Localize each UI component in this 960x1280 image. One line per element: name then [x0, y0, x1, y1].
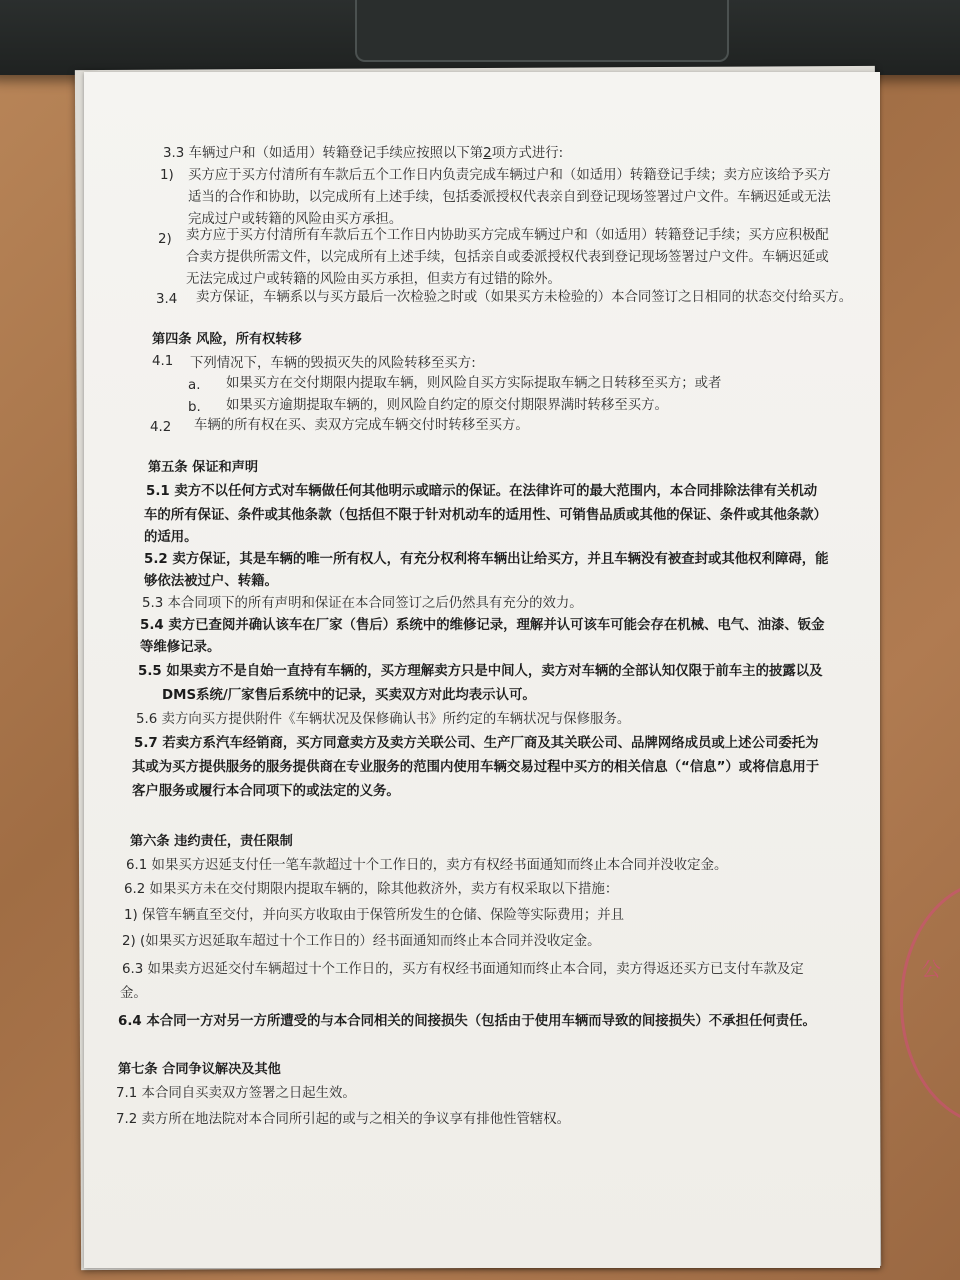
clause-5-1-line-3: 的适用。 — [144, 530, 198, 545]
clause-5-7-line-1: 5.7 若卖方系汽车经销商，买方同意卖方及卖方关联公司、生产厂商及其关联公司、品牌网络成员或上述公司委托为 — [134, 736, 819, 751]
option-2-line-2: 合卖方提供所需文件，以完成所有上述手续，包括亲自或委派授权代表到登记现场签署过户文件。车辆迟延或 — [186, 250, 829, 265]
clause-5-4-line-1: 5.4 卖方已查阅并确认该车在厂家（售后）系统中的维修记录，理解并认可该车可能会存在机械、电气、油漆、钣金 — [140, 618, 825, 633]
item-num: 1) — [160, 168, 174, 183]
clause-3-4: 卖方保证，车辆系以与买方最后一次检验之时或（如果买方未检验的）本合同签订之日相同的状态交付给买方。 — [196, 290, 853, 305]
clause-6-2: 6.2 如果买方未在交付期限内提取车辆的，除其他救济外，卖方有权采取以下措施： — [124, 882, 619, 897]
clause-6-3-line-1: 6.3 如果卖方迟延交付车辆超过十个工作日的，买方有权经书面通知而终止本合同，卖方得返还买方已支付车款及定 — [122, 962, 804, 977]
option-1-line-3: 完成过户或转籍的风险由买方承担。 — [188, 212, 403, 227]
clause-4-1-a: 如果买方在交付期限内提取车辆，则风险自买方实际提取车辆之日转移至买方；或者 — [226, 376, 722, 391]
contract-text — [84, 72, 880, 1268]
clause-5-6: 5.6 卖方向买方提供附件《车辆状况及保修确认书》所约定的车辆状况与保修服务。 — [136, 712, 631, 727]
clause-6-title: 第六条 违约责任，责任限制 — [130, 834, 293, 849]
clause-5-2-line-2: 够依法被过户、转籍。 — [144, 574, 278, 589]
clause-6-3-line-2: 金。 — [120, 986, 147, 1001]
item-num: 2) — [158, 232, 172, 247]
clause-3-3: 3.3 车辆过户和（如适用）转籍登记手续应按照以下第2项方式进行: — [163, 146, 564, 161]
clause-num: 4.2 — [150, 420, 172, 435]
clause-num: 4.1 — [152, 354, 174, 369]
option-2-line-3: 无法完成过户或转籍的风险由买方承担，但卖方有过错的除外。 — [186, 272, 561, 287]
clause-5-7-line-2: 其或为买方提供服务的服务提供商在专业服务的范围内使用车辆交易过程中买方的相关信息（“信息”）或将信息用于 — [132, 760, 820, 775]
clause-5-5-line-2: DMS系统/厂家售后系统中的记录，买卖双方对此均表示认可。 — [162, 688, 536, 703]
clause-7-2: 7.2 卖方所在地法院对本合同所引起的或与之相关的争议享有排他性管辖权。 — [116, 1112, 571, 1127]
clause-5-2-line-1: 5.2 卖方保证，其是车辆的唯一所有权人，有充分权利将车辆出让给买方，并且车辆没有被查封或其他权利障碍，能 — [144, 552, 829, 567]
option-2-line-1: 卖方应于买方付清所有车款后五个工作日内协助买方完成车辆过户和（如适用）转籍登记手续；买方应积极配 — [186, 228, 829, 243]
clause-5-4-line-2: 等维修记录。 — [140, 640, 221, 655]
clause-4-title: 第四条 风险，所有权转移 — [152, 332, 302, 347]
option-1-line-1: 买方应于买方付清所有车款后五个工作日内负责完成车辆过户和（如适用）转籍登记手续；卖方应该给予买方 — [188, 168, 831, 183]
clause-num: 3.4 — [156, 292, 178, 307]
clause-6-1: 6.1 如果买方迟延支付任一笔车款超过十个工作日的，卖方有权经书面通知而终止本合同并没收定金。 — [126, 858, 728, 873]
clause-6-2-item-1: 1) 保管车辆直至交付，并向买方收取由于保管所发生的仓储、保险等实际费用；并且 — [124, 908, 625, 923]
clause-5-3: 5.3 本合同项下的所有声明和保证在本合同签订之后仍然具有充分的效力。 — [142, 596, 583, 611]
clause-4-1-b: 如果买方逾期提取车辆的，则风险自约定的原交付期限界满时转移至买方。 — [226, 398, 668, 413]
clause-6-2-item-2: 2) (如果买方迟延取车超过十个工作日的）经书面通知而终止本合同并没收定金。 — [122, 934, 601, 949]
clause-5-7-line-3: 客户服务或履行本合同项下的或法定的义务。 — [132, 784, 400, 799]
clause-5-1-line-2: 车的所有保证、条件或其他条款（包括但不限于针对机动车的适用性、可销售品质或其他的保证、条件或其他条款） — [144, 508, 827, 523]
option-1-line-2: 适当的合作和协助，以完成所有上述手续，包括委派授权代表亲自到登记现场签署过户文件。车辆迟延或无法 — [188, 190, 831, 205]
clause-7-title: 第七条 合同争议解决及其他 — [118, 1062, 281, 1077]
clause-6-4: 6.4 本合同一方对另一方所遭受的与本合同相关的间接损失（包括由于使用车辆而导致的间接损失）不承担任何责任。 — [118, 1014, 816, 1029]
item-num: b. — [188, 400, 201, 415]
clause-5-5-line-1: 5.5 如果卖方不是自始一直持有车辆的，买方理解卖方只是中间人，卖方对车辆的全部认知仅限于前车主的披露以及 — [138, 664, 823, 679]
trackpad — [355, 0, 729, 62]
clause-4-1: 下列情况下，车辆的毁损灭失的风险转移至买方: — [190, 356, 476, 371]
laptop-edge — [0, 0, 960, 75]
item-num: a. — [188, 378, 201, 393]
clause-5-title: 第五条 保证和声明 — [148, 460, 259, 475]
clause-7-1: 7.1 本合同自买卖双方签署之日起生效。 — [116, 1086, 356, 1101]
stamp-text: 公 — [921, 957, 941, 981]
clause-4-2: 车辆的所有权在买、卖双方完成车辆交付时转移至买方。 — [194, 418, 529, 433]
clause-5-1-line-1: 5.1 卖方不以任何方式对车辆做任何其他明示或暗示的保证。在法律许可的最大范围内，本合同排除法律有关机动 — [146, 484, 818, 499]
